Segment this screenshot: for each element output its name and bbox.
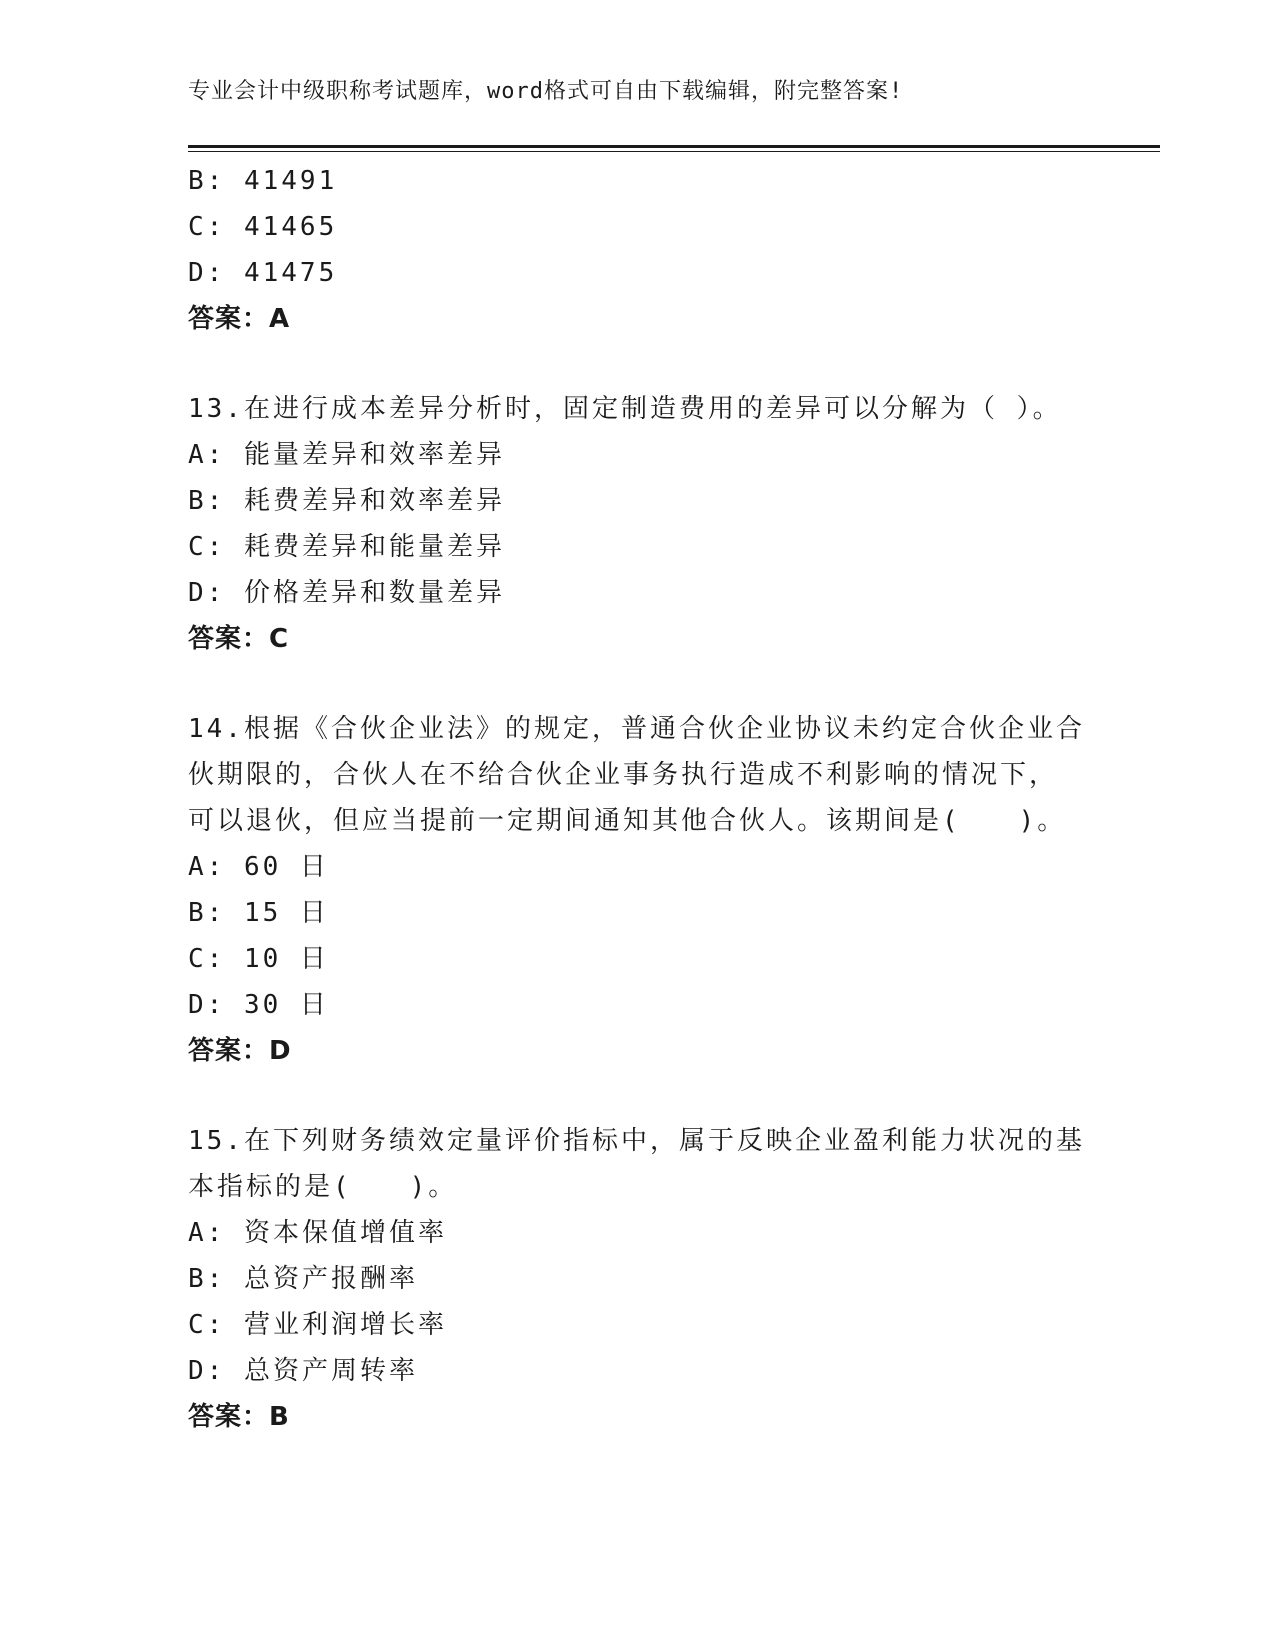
option-d: D: 总资产周转率 [188, 1356, 418, 1386]
question-14 [188, 706, 1108, 1074]
question-stem: 15.在下列财务绩效定量评价指标中，属于反映企业盈利能力状况的基 [188, 1126, 1085, 1156]
question-stem: 14.根据《合伙企业法》的规定，普通合伙企业协议未约定合伙企业合 [188, 714, 1085, 744]
option-d: D: 价格差异和数量差异 [188, 578, 505, 608]
question-13 [188, 386, 1108, 662]
answer-line: 答案：D [188, 1036, 292, 1066]
option-c: C: 耗费差异和能量差异 [188, 532, 505, 562]
option-b: B: 41491 [188, 166, 338, 196]
option-d: D: 41475 [188, 258, 338, 288]
option-d: D: 30 日 [188, 990, 329, 1020]
option-a: A: 能量差异和效率差异 [188, 440, 505, 470]
option-b: B: 总资产报酬率 [188, 1264, 418, 1294]
question-stem: 本指标的是( )。 [188, 1172, 458, 1202]
answer-line: 答案：B [188, 1402, 290, 1432]
option-a: A: 资本保值增值率 [188, 1218, 447, 1248]
header-rule-thick [188, 145, 1160, 148]
question-15 [188, 1118, 1108, 1440]
question-content [188, 158, 1108, 1440]
answer-line: 答案：A [188, 304, 291, 334]
header-rule-thin [188, 151, 1160, 152]
question-stem: 13.在进行成本差异分析时，固定制造费用的差异可以分解为（ ）。 [188, 394, 1062, 424]
option-a: A: 60 日 [188, 852, 329, 882]
question-12 [188, 158, 1108, 342]
option-b: B: 耗费差异和效率差异 [188, 486, 505, 516]
answer-line: 答案：C [188, 624, 290, 654]
page-header: 专业会计中级职称考试题库，word格式可自由下载编辑，附完整答案! [188, 79, 904, 104]
option-c: C: 10 日 [188, 944, 329, 974]
question-stem: 可以退伙，但应当提前一定期间通知其他合伙人。该期间是( )。 [188, 806, 1067, 836]
option-c: C: 营业利润增长率 [188, 1310, 447, 1340]
option-b: B: 15 日 [188, 898, 329, 928]
option-c: C: 41465 [188, 212, 338, 242]
question-stem: 伙期限的，合伙人在不给合伙企业事务执行造成不利影响的情况下， [188, 760, 1059, 790]
